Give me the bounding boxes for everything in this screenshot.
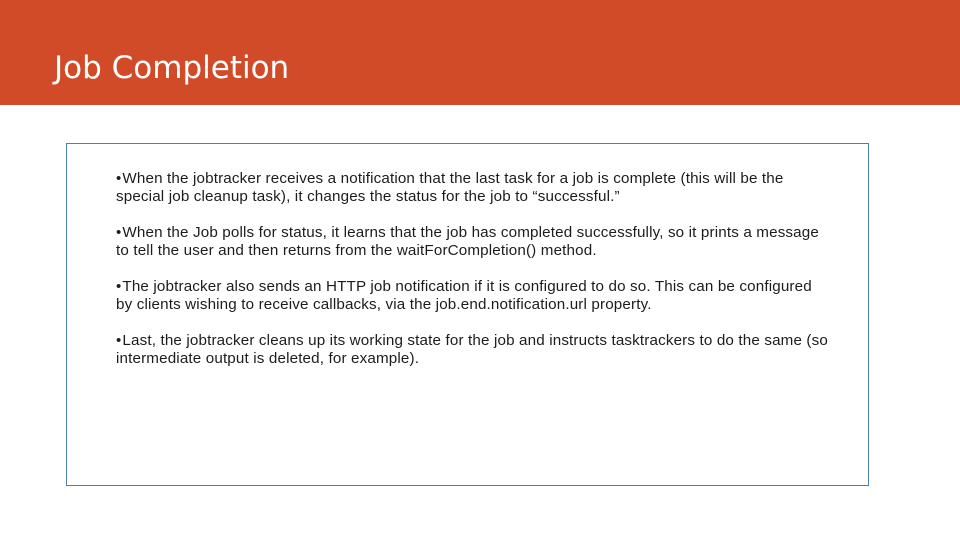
slide-title: Job Completion — [54, 50, 290, 86]
bullet-item-job-polls-status — [116, 224, 832, 260]
bullet-text: When the Job polls for status, it learns that the job has completed successfully, so it prints a message to tell the user and then returns from the waitForCompletion() method. — [116, 224, 819, 259]
bullet-list — [116, 170, 832, 386]
bullet-icon: • — [116, 332, 122, 349]
bullet-item-http-notification — [116, 278, 832, 314]
bullet-item-cleanup-state — [116, 332, 832, 368]
title-bar — [0, 0, 960, 105]
bullet-text: Last, the jobtracker cleans up its working state for the job and instructs tasktrackers to do the same (so intermediate output is deleted, for example). — [116, 332, 828, 367]
bullet-icon: • — [116, 170, 122, 187]
bullet-icon: • — [116, 224, 122, 241]
bullet-item-jobtracker-notification — [116, 170, 832, 206]
content-image-box — [66, 143, 869, 486]
bullet-text: The jobtracker also sends an HTTP job notification if it is configured to do so. This can be configured by clients wishing to receive callbacks, via the job.end.notification.url property. — [116, 278, 812, 313]
bullet-icon: • — [116, 278, 122, 295]
bullet-text: When the jobtracker receives a notification that the last task for a job is complete (this will be the special job cleanup task), it changes the status for the job to “successful.” — [116, 170, 784, 205]
